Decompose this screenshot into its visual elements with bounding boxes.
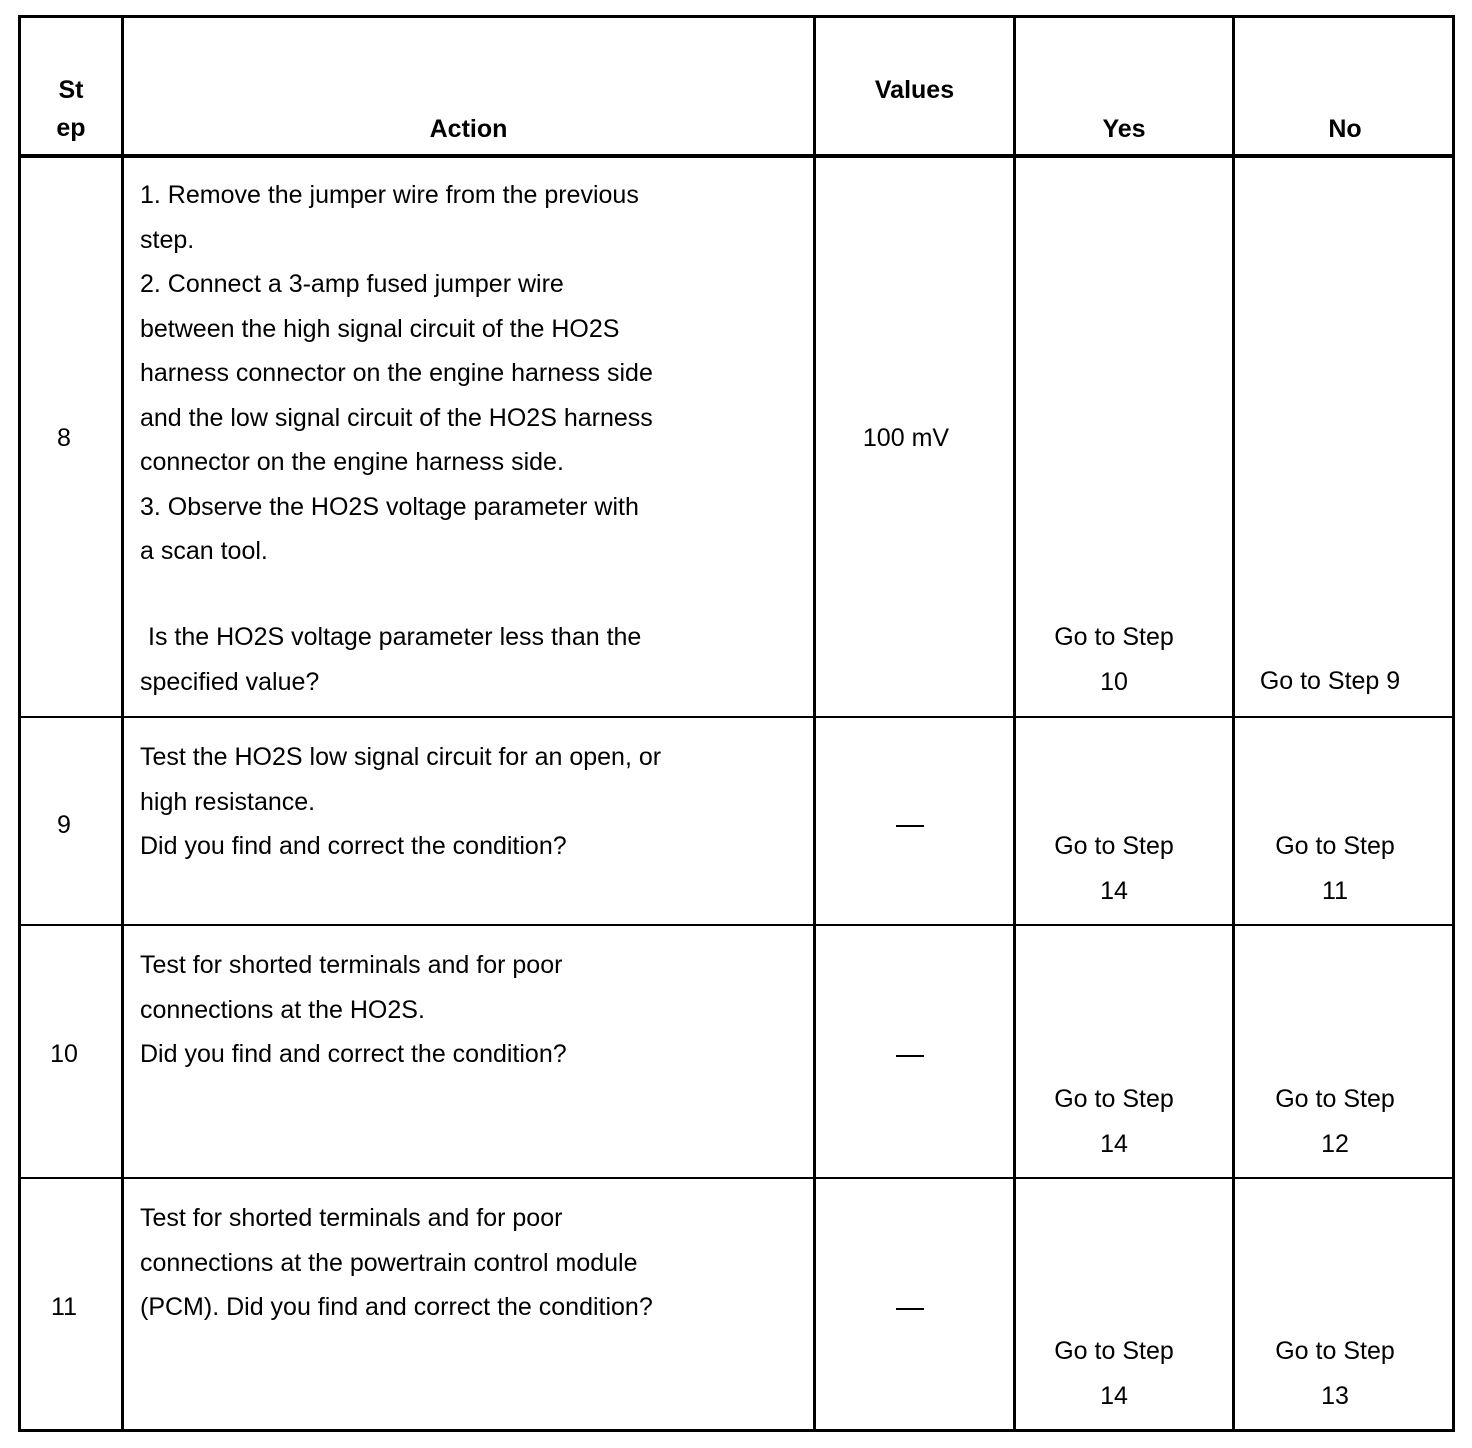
yes-cell bbox=[1016, 615, 1212, 704]
action-line: Test for shorted terminals and for poor bbox=[140, 1204, 563, 1232]
no-line: Go to Step bbox=[1275, 1085, 1395, 1113]
value-dash bbox=[896, 1055, 924, 1057]
no-cell bbox=[1235, 1077, 1435, 1166]
step-number: 9 bbox=[57, 811, 71, 839]
action-line: 1. Remove the jumper wire from the previous bbox=[140, 181, 639, 209]
no-line: 12 bbox=[1321, 1129, 1349, 1158]
diagnostic-table bbox=[18, 15, 1455, 1432]
no-line: 11 bbox=[1322, 876, 1348, 905]
yes-line: 14 bbox=[1100, 1129, 1128, 1158]
action-line: Did you find and correct the condition? bbox=[140, 832, 567, 860]
action-line: connections at the HO2S. bbox=[140, 995, 425, 1024]
action-text bbox=[140, 173, 780, 574]
action-line: Did you find and correct the condition? bbox=[140, 1040, 567, 1068]
header-values: Values bbox=[874, 76, 955, 104]
action-line: 3. Observe the HO2S voltage parameter with bbox=[140, 492, 639, 521]
action-line: (PCM). Did you find and correct the condition? bbox=[140, 1293, 653, 1321]
action-text bbox=[140, 943, 780, 1077]
row-divider bbox=[21, 716, 1452, 718]
action-line: connections at the powertrain control module bbox=[140, 1248, 638, 1277]
yes-line: Go to Step bbox=[1054, 1337, 1174, 1365]
action-line: Test for shorted terminals and for poor bbox=[140, 951, 563, 979]
action-line: and the low signal circuit of the HO2S harness bbox=[140, 403, 653, 432]
header-yes: Yes bbox=[1102, 115, 1146, 143]
no-cell bbox=[1235, 1329, 1435, 1418]
action-question bbox=[140, 615, 780, 704]
no-cell bbox=[1235, 824, 1435, 913]
action-line: specified value? bbox=[140, 667, 320, 696]
yes-line: 10 bbox=[1100, 667, 1128, 696]
no-cell: Go to Step 9 bbox=[1259, 667, 1401, 695]
column-divider bbox=[1232, 18, 1235, 1429]
action-line: high resistance. bbox=[140, 787, 316, 816]
yes-cell bbox=[1016, 1329, 1212, 1418]
yes-line: 14 bbox=[1100, 1381, 1128, 1410]
step-number: 8 bbox=[57, 424, 71, 452]
action-line: between the high signal circuit of the HO2S bbox=[140, 314, 620, 343]
header-step bbox=[21, 71, 121, 147]
yes-cell bbox=[1016, 1077, 1212, 1166]
action-text bbox=[140, 1196, 780, 1330]
no-line: Go to Step bbox=[1275, 832, 1395, 860]
column-divider bbox=[121, 18, 124, 1429]
action-line: step. bbox=[140, 225, 195, 254]
value-cell: 100 mV bbox=[862, 424, 950, 452]
header-no: No bbox=[1328, 115, 1362, 143]
action-line: connector on the engine harness side. bbox=[140, 448, 564, 476]
header-step-line2: ep bbox=[56, 114, 86, 142]
no-line: Go to Step bbox=[1275, 1337, 1395, 1365]
row-divider bbox=[21, 924, 1452, 926]
row-divider bbox=[21, 1177, 1452, 1179]
header-action: Action bbox=[429, 115, 508, 143]
action-line: Is the HO2S voltage parameter less than the bbox=[148, 623, 642, 651]
step-number: 11 bbox=[51, 1293, 77, 1321]
action-text bbox=[140, 735, 780, 869]
action-line: a scan tool. bbox=[140, 537, 268, 565]
step-number: 10 bbox=[50, 1040, 78, 1068]
yes-line: Go to Step bbox=[1054, 832, 1174, 860]
no-line: 13 bbox=[1321, 1381, 1349, 1410]
column-divider bbox=[813, 18, 816, 1429]
action-line: Test the HO2S low signal circuit for an open, or bbox=[140, 743, 662, 771]
yes-line: 14 bbox=[1100, 876, 1128, 905]
header-step-line1: St bbox=[58, 76, 84, 104]
value-dash bbox=[896, 1308, 924, 1310]
action-line: harness connector on the engine harness side bbox=[140, 359, 653, 387]
action-line: 2. Connect a 3-amp fused jumper wire bbox=[140, 270, 564, 298]
yes-line: Go to Step bbox=[1054, 1085, 1174, 1113]
yes-cell bbox=[1016, 824, 1212, 913]
value-dash bbox=[896, 825, 924, 827]
yes-line: Go to Step bbox=[1054, 623, 1174, 651]
header-divider bbox=[21, 154, 1452, 158]
column-divider bbox=[1013, 18, 1016, 1429]
